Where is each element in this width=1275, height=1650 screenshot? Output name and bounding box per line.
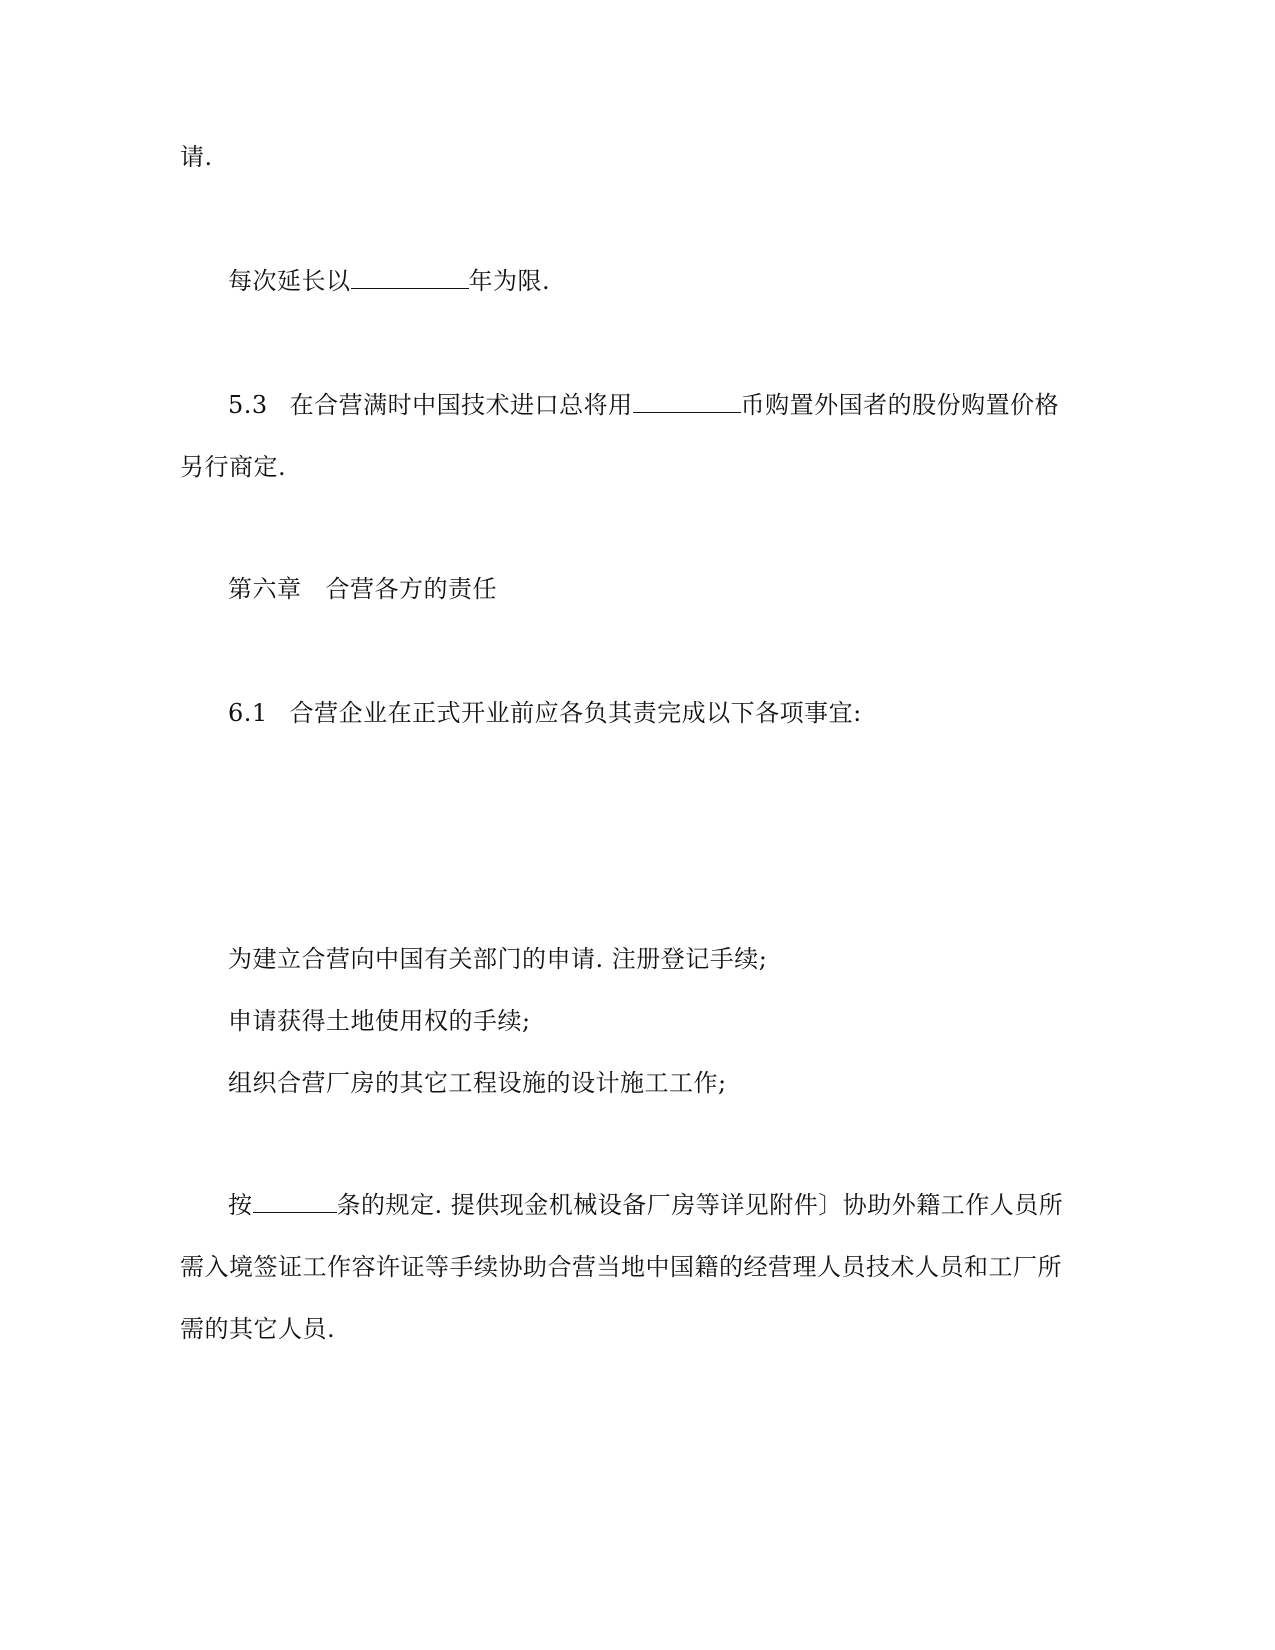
line-text: 需的其它人员. [180,1315,336,1343]
line-text: 另行商定. [180,453,287,481]
paragraph-line [180,1314,335,1344]
line-text: 年为限. [468,267,551,295]
line-text: 每次延长以 [228,267,351,295]
line-text: 为建立合营向中国有关部门的申请. 注册登记手续; [228,945,768,973]
line-text: 在合营满时中国技术进口总将用 [289,391,633,419]
line-text: 请. [180,143,213,171]
chapter-number: 第六章 [228,575,302,603]
fill-in-blank [633,390,741,413]
clause-number: 5.3 [228,391,268,419]
fill-in-blank [253,1190,337,1213]
chapter-title: 合营各方的责任 [325,575,497,603]
line-text: 币购置外国者的股份购置价格 [740,391,1060,419]
paragraph-line [180,1252,1062,1282]
fill-in-blank [351,266,469,289]
list-item [228,944,767,974]
line-text: 按 [228,1191,253,1219]
chapter-heading [228,574,497,604]
list-item [228,1068,727,1098]
paragraph-line [180,142,213,172]
paragraph-line-extension-limit [228,266,550,296]
line-text: 条的规定. 提供现金机械设备厂房等详见附件〕协助外籍工作人员所 [336,1191,1064,1219]
line-text: 合营企业在正式开业前应各负其责完成以下各项事宜: [289,699,862,727]
clause-6-1 [228,698,862,728]
clause-5-3 [228,390,1059,420]
paragraph-line [180,452,286,482]
line-text: 需入境签证工作容许证等手续协助合营当地中国籍的经营理人员技术人员和工厂所 [180,1253,1062,1281]
paragraph-line [228,1190,1063,1220]
clause-number: 6.1 [228,699,268,727]
line-text: 组织合营厂房的其它工程设施的设计施工工作; [228,1069,727,1097]
list-item [228,1006,531,1036]
line-text: 申请获得土地使用权的手续; [228,1007,531,1035]
